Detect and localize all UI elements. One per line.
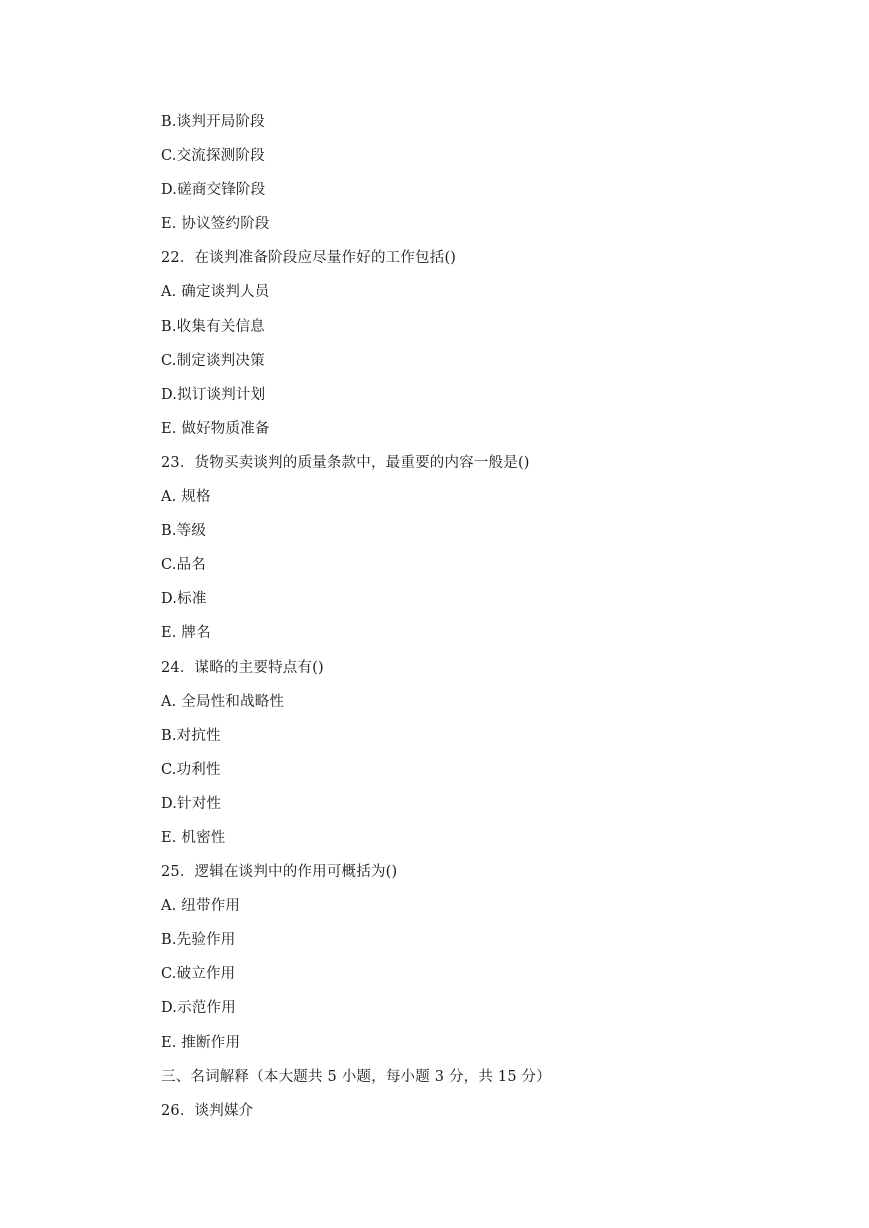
q24-option-b: B.对抗性	[161, 727, 221, 744]
option-e-signing-stage: E. 协议签约阶段	[161, 216, 270, 233]
question-24: 24．谋略的主要特点有()	[161, 659, 324, 676]
q23-option-b: B.等级	[161, 523, 207, 540]
q25-option-e: E. 推断作用	[161, 1034, 241, 1051]
q23-option-d: D.标准	[161, 591, 207, 608]
option-d-bargaining-stage: D.磋商交锋阶段	[161, 182, 266, 199]
option-c-probing-stage: C.交流探测阶段	[161, 148, 265, 165]
q22-option-e: E. 做好物质准备	[161, 420, 270, 437]
q24-option-e: E. 机密性	[161, 829, 226, 846]
question-26: 26．谈判媒介	[161, 1102, 254, 1119]
document-body	[161, 110, 551, 1133]
option-b-opening-stage: B.谈判开局阶段	[161, 114, 265, 130]
q25-option-c: C.破立作用	[161, 966, 236, 983]
q22-option-c: C.制定谈判决策	[161, 352, 265, 369]
q22-option-d: D.拟订谈判计划	[161, 386, 266, 403]
question-25: 25．逻辑在谈判中的作用可概括为()	[161, 864, 398, 881]
q22-option-a: A. 确定谈判人员	[161, 284, 270, 301]
q23-option-a: A. 规格	[161, 489, 211, 506]
question-23: 23．货物买卖谈判的质量条款中，最重要的内容一般是()	[161, 454, 530, 471]
q25-option-b: B.先验作用	[161, 932, 236, 949]
question-22: 22．在谈判准备阶段应尽量作好的工作包括()	[161, 250, 457, 267]
q25-option-a: A. 纽带作用	[161, 898, 241, 915]
q23-option-c: C.品名	[161, 557, 206, 574]
q22-option-b: B.收集有关信息	[161, 318, 265, 335]
q23-option-e: E. 牌名	[161, 625, 211, 642]
q24-option-d: D.针对性	[161, 795, 222, 812]
q24-option-a: A. 全局性和战略性	[161, 693, 285, 710]
q25-option-d: D.示范作用	[161, 1000, 236, 1017]
q24-option-c: C.功利性	[161, 761, 221, 778]
section-three-heading: 三、名词解释（本大题共 5 小题，每小题 3 分，共 15 分）	[161, 1068, 551, 1085]
